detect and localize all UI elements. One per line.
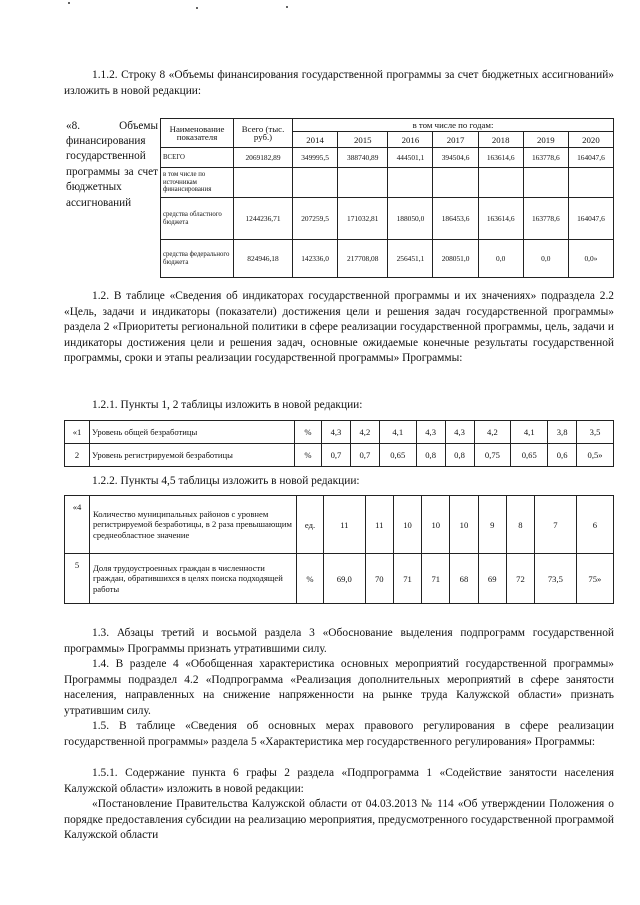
row-value: 163778,6 <box>523 148 568 168</box>
paragraph-1-2: 1.2. В таблице «Сведения об индикаторах государственной программы и их значениях» подраздела 2.2 «Цель, задачи и индикаторы (показатели) достижения цели и решения задач государственной программы» раздела 2 «Приоритеты региональной политики в сфере реализации государственной программы, цель, задачи и индикаторы достижения цели и решения задач, основные ожидаемые конечные результаты государственной программы, сроки и этапы реализации государственной программы» Программы: <box>64 290 614 365</box>
row-total: 824946,18 <box>234 240 293 278</box>
row-value: 71 <box>393 554 421 604</box>
row-value: 0,0 <box>523 240 568 278</box>
row-unit: ед. <box>297 496 324 554</box>
row-value: 0,6 <box>548 444 577 467</box>
row-value: 349995,5 <box>293 148 338 168</box>
paragraph-1-3: 1.3. Абзацы третий и восьмой раздела 3 «Обоснование выделения подпрограмм государственной программы» Программы признать утратившими силу. <box>64 627 614 655</box>
paragraph-1-5-1: 1.5.1. Содержание пункта 6 графы 2 раздела «Подпрограмма 1 «Содействие занятости населения Калужской области» изложить в новой редакции: <box>64 767 614 795</box>
row-value: 188050,0 <box>388 198 433 240</box>
row-value: 6 <box>576 496 613 554</box>
row-value: 70 <box>365 554 393 604</box>
row-value: 9 <box>478 496 506 554</box>
scan-speck <box>286 6 288 8</box>
row-value: 4,2 <box>474 421 511 444</box>
row-value <box>478 168 523 198</box>
paragraph-1-4: 1.4. В разделе 4 «Обобщенная характеристика основных мероприятий государственной программы» Программы подраздел 4.2 «Подпрограмма «Реализация дополнительных мероприятий в сфере занятости населения, направленных на снижение напряженности на рынке труда Калужской области» признать утратившим силу. <box>64 658 614 717</box>
row-value: 207259,5 <box>293 198 338 240</box>
row-name: Уровень регистрируемой безработицы <box>90 444 295 467</box>
row-value: 8 <box>506 496 534 554</box>
paragraph-1-1-2: 1.1.2. Строку 8 «Объемы финансирования государственной программы за счет бюджетных ассигнований» изложить в новой редакции: <box>64 69 614 97</box>
row-value: 71 <box>422 554 450 604</box>
row-value <box>568 168 613 198</box>
financing-table <box>64 118 614 278</box>
row-unit: % <box>295 421 322 444</box>
row-value: 164047,6 <box>568 148 613 168</box>
paragraph-1-2-1: 1.2.1. Пункты 1, 2 таблицы изложить в новой редакции: <box>92 399 363 411</box>
row-value: 0,8 <box>445 444 474 467</box>
row-number: «4 <box>65 496 90 554</box>
row-value: 0,75 <box>474 444 511 467</box>
row-value: 0,0» <box>568 240 613 278</box>
row-unit: % <box>297 554 324 604</box>
paragraph-decree: «Постановление Правительства Калужской области от 04.03.2013 № 114 «Об утверждении Положения о порядке предоставления субсидии на реализацию мероприятия, предусмотренного государственной программой Калужской области <box>64 798 614 842</box>
indicators-table-1 <box>64 420 614 467</box>
row-name: ВСЕГО <box>161 148 234 168</box>
row-value: 10 <box>450 496 478 554</box>
row-value: 4,1 <box>511 421 548 444</box>
row-value: 256451,1 <box>388 240 433 278</box>
row-name: в том числе по источникам финансирования <box>161 168 234 198</box>
row-value: 7 <box>535 496 577 554</box>
row-value: 4,3 <box>416 421 445 444</box>
row-value: 208051,0 <box>433 240 478 278</box>
row-value: 10 <box>393 496 421 554</box>
indicators-table-2 <box>64 495 614 604</box>
row-total: 1244236,71 <box>234 198 293 240</box>
year-cell: 2020 <box>568 132 613 148</box>
year-cell: 2016 <box>388 132 433 148</box>
row-unit: % <box>295 444 322 467</box>
scan-speck <box>196 7 198 9</box>
scan-speck <box>68 2 70 4</box>
row-value <box>433 168 478 198</box>
year-cell: 2018 <box>478 132 523 148</box>
row-value <box>293 168 338 198</box>
row-value: 171032,81 <box>338 198 388 240</box>
row-name: средства федерального бюджета <box>161 240 234 278</box>
header-years: в том числе по годам: <box>293 119 614 132</box>
row-value: 163614,6 <box>478 198 523 240</box>
row-value: 163614,6 <box>478 148 523 168</box>
row-value: 163778,6 <box>523 198 568 240</box>
paragraph-1-2-2: 1.2.2. Пункты 4,5 таблицы изложить в новой редакции: <box>92 475 360 487</box>
row-value: 69 <box>478 554 506 604</box>
row-value: 394504,6 <box>433 148 478 168</box>
row-value: 186453,6 <box>433 198 478 240</box>
year-cell: 2015 <box>338 132 388 148</box>
row-value <box>523 168 568 198</box>
row-name: Доля трудоустроенных граждан в численности граждан, обратившихся в целях поиска подходящей работы <box>90 554 297 604</box>
row-name: Уровень общей безработицы <box>90 421 295 444</box>
row-value: 4,2 <box>350 421 379 444</box>
row-value: 142336,0 <box>293 240 338 278</box>
row-value: 4,3 <box>445 421 474 444</box>
row-number: 2 <box>65 444 90 467</box>
row-total: 2069182,89 <box>234 148 293 168</box>
row-value: 11 <box>324 496 366 554</box>
row-value <box>388 168 433 198</box>
row-value: 3,8 <box>548 421 577 444</box>
header-name: Наименование показателя <box>161 119 234 148</box>
row-value: 4,3 <box>322 421 351 444</box>
row-value: 69,0 <box>324 554 366 604</box>
row-value: 11 <box>365 496 393 554</box>
row-value <box>338 168 388 198</box>
year-cell: 2019 <box>523 132 568 148</box>
row-value: 388740,89 <box>338 148 388 168</box>
paragraph-1-5: 1.5. В таблице «Сведения об основных мерах правового регулирования в сфере реализации государственной программы» раздела 5 «Характеристика мер государственного регулирования» Программы: <box>64 720 614 748</box>
row-value: 3,5 <box>577 421 614 444</box>
row-value: 217708,08 <box>338 240 388 278</box>
financing-lead-text: «8. Объемы финансирования государственной программы за счет бюджетных ассигнований <box>64 119 161 278</box>
row-value: 68 <box>450 554 478 604</box>
row-value: 0,0 <box>478 240 523 278</box>
header-total: Всего (тыс. руб.) <box>234 119 293 148</box>
row-value: 444501,1 <box>388 148 433 168</box>
row-value: 73,5 <box>535 554 577 604</box>
row-value: 4,1 <box>379 421 416 444</box>
row-value: 0,7 <box>350 444 379 467</box>
row-value: 0,65 <box>511 444 548 467</box>
row-name: средства областного бюджета <box>161 198 234 240</box>
year-cell: 2017 <box>433 132 478 148</box>
row-value: 164047,6 <box>568 198 613 240</box>
row-value: 10 <box>422 496 450 554</box>
row-number: 5 <box>65 554 90 604</box>
row-total <box>234 168 293 198</box>
row-value: 0,7 <box>322 444 351 467</box>
year-cell: 2014 <box>293 132 338 148</box>
row-number: «1 <box>65 421 90 444</box>
row-value: 0,8 <box>416 444 445 467</box>
row-value: 75» <box>576 554 613 604</box>
row-value: 0,5» <box>577 444 614 467</box>
row-value: 0,65 <box>379 444 416 467</box>
row-value: 72 <box>506 554 534 604</box>
row-name: Количество муниципальных районов с уровнем регистрируемой безработицы, в 2 раза превышающим среднеобластное значение <box>90 496 297 554</box>
